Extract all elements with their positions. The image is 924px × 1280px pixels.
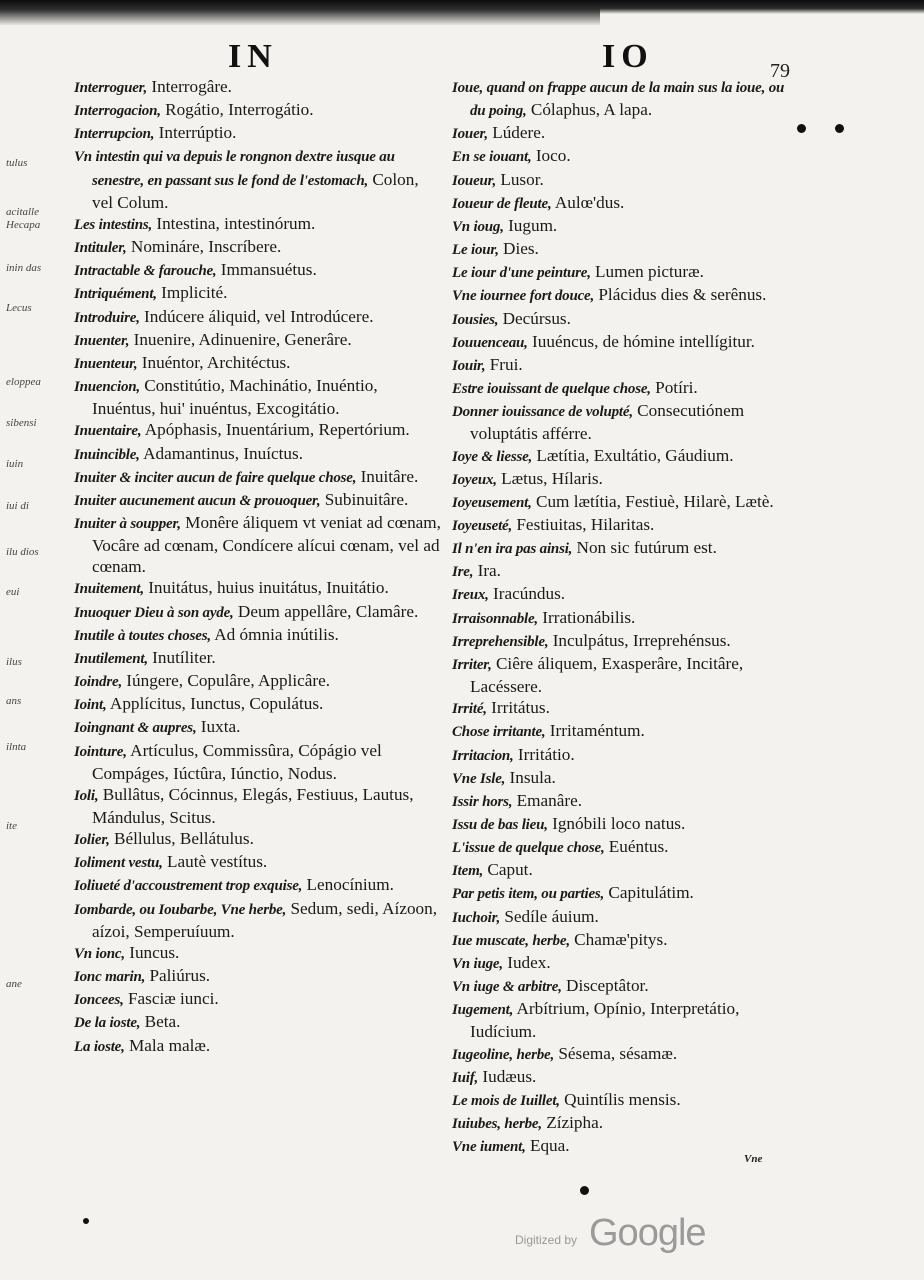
dictionary-entry xyxy=(452,767,792,790)
french-headword: Iugement, xyxy=(452,1002,514,1019)
dictionary-entry xyxy=(74,828,442,851)
latin-equivalent: Consecutiónem voluptátis afférre. xyxy=(470,401,745,444)
digitized-by-label: Digitized by xyxy=(515,1233,578,1247)
french-headword: Inuoquer Dieu à son ayde, xyxy=(74,604,234,621)
french-headword: Ioingnant & aupres, xyxy=(74,720,197,737)
french-headword: Ioli, xyxy=(74,787,99,804)
dictionary-entry xyxy=(74,1011,442,1034)
dictionary-entry xyxy=(74,375,442,419)
page-number: 79 xyxy=(770,60,790,82)
french-headword: Ioyeux, xyxy=(452,471,497,488)
french-headword: Le iour, xyxy=(452,242,499,259)
dictionary-entry xyxy=(452,583,792,606)
dictionary-entry xyxy=(74,624,442,647)
latin-equivalent: Irrationábilis. xyxy=(537,607,636,627)
latin-equivalent: Inuenire, Adinuenire, Generâre. xyxy=(129,329,352,349)
latin-equivalent: Ad ómnia inútilis. xyxy=(210,624,339,644)
french-headword: Ire, xyxy=(452,564,474,581)
dictionary-column-left xyxy=(74,76,442,1058)
latin-equivalent: Chamæ'pitys. xyxy=(569,929,668,949)
margin-note: ilu dios xyxy=(6,546,39,558)
dictionary-entry xyxy=(74,851,442,874)
dictionary-entry xyxy=(74,213,442,236)
french-headword: Ioyeuseté, xyxy=(452,517,513,534)
french-headword: Ireux, xyxy=(452,587,489,604)
latin-equivalent: Cólaphus, A lapa. xyxy=(526,100,653,120)
latin-equivalent: Dies. xyxy=(498,239,539,259)
dictionary-entry xyxy=(452,445,792,468)
french-headword: Il n'en ira pas ainsi, xyxy=(452,541,573,558)
french-headword: Ioue, quand on frappe aucun de la main sus la ioue, ou du poing, xyxy=(452,80,785,120)
catchword: Vne xyxy=(744,1153,763,1165)
french-headword: Ionc marin, xyxy=(74,969,146,986)
french-headword: Vn intestin qui va depuis le rongnon dextre iusque au senestre, en passant sus le fond de l'estomach, xyxy=(74,149,395,189)
latin-equivalent: Caput. xyxy=(483,860,533,880)
french-headword: Inuincible, xyxy=(74,446,140,463)
latin-equivalent: Emanâre. xyxy=(512,790,583,810)
french-headword: Ioyeusement, xyxy=(452,494,532,511)
dictionary-entry xyxy=(74,122,442,145)
french-headword: Issir hors, xyxy=(452,793,513,810)
dictionary-entry xyxy=(452,145,792,168)
dictionary-entry xyxy=(452,630,792,653)
latin-equivalent: Lautè vestítus. xyxy=(162,852,268,872)
dictionary-entry xyxy=(452,192,792,215)
french-headword: Inuiter à soupper, xyxy=(74,515,181,532)
french-headword: Iugeoline, herbe, xyxy=(452,1046,555,1063)
french-headword: Inutilement, xyxy=(74,650,148,667)
french-headword: Iousies, xyxy=(452,311,499,328)
dictionary-entry xyxy=(452,813,792,836)
latin-equivalent: Frui. xyxy=(485,354,523,374)
margin-note: tulus xyxy=(6,157,28,169)
ink-spot xyxy=(580,1186,589,1195)
french-headword: Ioliment vestu, xyxy=(74,855,163,872)
dictionary-entry xyxy=(452,537,792,560)
dictionary-entry xyxy=(74,647,442,670)
french-headword: Par petis item, ou parties, xyxy=(452,886,605,903)
latin-equivalent: Paliúrus. xyxy=(145,966,211,986)
margin-note: iui di xyxy=(6,500,29,512)
dictionary-entry xyxy=(74,670,442,693)
dictionary-entry xyxy=(452,859,792,882)
french-headword: Inuitement, xyxy=(74,581,144,598)
french-headword: Ioueur de fleute, xyxy=(452,195,552,212)
french-headword: Inutile à toutes choses, xyxy=(74,627,211,644)
dictionary-entry xyxy=(74,443,442,466)
dictionary-entry xyxy=(74,898,442,942)
latin-equivalent: Iuxta. xyxy=(196,717,241,737)
dictionary-entry xyxy=(74,99,442,122)
latin-equivalent: Lætus, Hílaris. xyxy=(496,468,603,488)
dictionary-entry xyxy=(74,693,442,716)
dictionary-entry xyxy=(452,882,792,905)
dictionary-entry xyxy=(74,512,442,577)
latin-equivalent: Iugum. xyxy=(503,215,558,235)
dictionary-entry xyxy=(452,468,792,491)
margin-note: iuin xyxy=(6,458,24,470)
latin-equivalent: Iudæus. xyxy=(478,1066,537,1086)
french-headword: Iombarde, ou Ioubarbe, Vne herbe, xyxy=(74,901,287,918)
dictionary-entry xyxy=(452,122,792,145)
latin-equivalent: Rogátio, Interrogátio. xyxy=(160,100,314,120)
latin-equivalent: Equa. xyxy=(525,1136,570,1156)
latin-equivalent: Inuitâre. xyxy=(356,466,419,486)
margin-note: ans xyxy=(6,695,22,707)
french-headword: Inuentaire, xyxy=(74,423,142,440)
dictionary-entry xyxy=(452,215,792,238)
french-headword: Irreprehensible, xyxy=(452,633,549,650)
french-headword: En se iouant, xyxy=(452,149,532,166)
ink-spot xyxy=(83,1218,89,1224)
dictionary-entry xyxy=(452,1089,792,1112)
french-headword: Iouer, xyxy=(452,126,488,143)
dictionary-entry xyxy=(452,653,792,697)
dictionary-entry xyxy=(452,284,792,307)
french-headword: Intituler, xyxy=(74,240,127,257)
latin-equivalent: Colon, vel Colum. xyxy=(92,169,419,212)
french-headword: Ioliueté d'accoustrement trop exquise, xyxy=(74,878,303,895)
dictionary-entry xyxy=(74,466,442,489)
latin-equivalent: Constitútio, Machinátio, Inuéntio, Inuéntus, hui' inuéntus, Excogitátio. xyxy=(92,376,378,419)
dictionary-entry xyxy=(452,76,792,122)
french-headword: Ioncees, xyxy=(74,992,124,1009)
margin-note: ilus xyxy=(6,656,22,668)
latin-equivalent: Applícitus, Iunctus, Copulátus. xyxy=(106,694,324,714)
latin-equivalent: Implicité. xyxy=(156,283,228,303)
french-headword: Estre iouissant de quelque chose, xyxy=(452,381,651,398)
dictionary-entry xyxy=(452,697,792,720)
french-headword: Iuchoir, xyxy=(452,909,501,926)
latin-equivalent: Ira. xyxy=(473,561,501,581)
dictionary-entry xyxy=(452,261,792,284)
french-headword: Iouuenceau, xyxy=(452,334,528,351)
french-headword: Vn iuge & arbitre, xyxy=(452,979,562,996)
dictionary-entry xyxy=(452,331,792,354)
dictionary-entry xyxy=(74,306,442,329)
dictionary-entry xyxy=(74,577,442,600)
french-headword: Irrité, xyxy=(452,701,487,718)
french-headword: Iuiubes, herbe, xyxy=(452,1116,542,1133)
dictionary-entry xyxy=(452,238,792,261)
latin-equivalent: Lumen picturæ. xyxy=(590,262,704,282)
french-headword: Ioindre, xyxy=(74,674,122,691)
margin-note: acitalle xyxy=(6,206,39,218)
margin-note: eui xyxy=(6,586,20,598)
french-headword: Iolier, xyxy=(74,832,110,849)
latin-equivalent: Festiuitas, Hilaritas. xyxy=(512,514,655,534)
latin-equivalent: Iuuéncus, de hómine intellígitur. xyxy=(527,331,755,351)
french-headword: Chose irritante, xyxy=(452,724,546,741)
dictionary-entry xyxy=(452,354,792,377)
latin-equivalent: Non sic futúrum est. xyxy=(572,538,717,558)
french-headword: Inuenter, xyxy=(74,332,130,349)
french-headword: Introduire, xyxy=(74,309,140,326)
dictionary-entry xyxy=(452,377,792,400)
latin-equivalent: Ciêre áliquem, Exasperâre, Incitâre, Lacéssere. xyxy=(470,653,744,697)
latin-equivalent: Mala malæ. xyxy=(124,1035,211,1055)
latin-equivalent: Artículus, Commissûra, Cópágio vel Compáges, Iúctûra, Iúnctio, Nodus. xyxy=(92,740,382,783)
french-headword: Irriter, xyxy=(452,656,492,673)
dictionary-entry xyxy=(452,1043,792,1066)
dictionary-entry xyxy=(74,988,442,1011)
latin-equivalent: Lusor. xyxy=(496,169,544,189)
dictionary-entry xyxy=(452,790,792,813)
french-headword: Vn ioug, xyxy=(452,218,504,235)
latin-equivalent: Apóphasis, Inuentárium, Repertórium. xyxy=(141,420,410,440)
latin-equivalent: Lenocínium. xyxy=(302,875,394,895)
latin-equivalent: Interrogâre. xyxy=(147,77,232,96)
french-headword: Intractable & farouche, xyxy=(74,263,217,280)
latin-equivalent: Irritátus. xyxy=(486,698,550,718)
google-watermark: Google xyxy=(589,1212,706,1254)
latin-equivalent: Subinuitâre. xyxy=(320,489,409,509)
ink-spot xyxy=(797,124,806,133)
latin-equivalent: Ignóbili loco natus. xyxy=(547,814,686,833)
french-headword: Iue muscate, herbe, xyxy=(452,932,570,949)
dictionary-entry xyxy=(452,906,792,929)
french-headword: Iuif, xyxy=(452,1069,479,1086)
latin-equivalent: Iracúndus. xyxy=(488,584,566,604)
french-headword: Iouir, xyxy=(452,357,486,374)
french-headword: Le iour d'une peinture, xyxy=(452,265,591,282)
latin-equivalent: Sedíle áuium. xyxy=(500,906,599,926)
latin-equivalent: Inculpátus, Irreprehénsus. xyxy=(548,630,731,650)
latin-equivalent: Indúcere áliquid, vel Introdúcere. xyxy=(139,306,374,326)
french-headword: Issu de bas lieu, xyxy=(452,817,548,833)
dictionary-entry xyxy=(74,601,442,624)
french-headword: Interroguer, xyxy=(74,80,148,96)
latin-equivalent: Irritaméntum. xyxy=(545,721,645,741)
latin-equivalent: Aulœ'dus. xyxy=(551,192,625,212)
dictionary-entry xyxy=(452,169,792,192)
latin-equivalent: Zízipha. xyxy=(541,1113,604,1133)
dictionary-entry xyxy=(74,740,442,784)
latin-equivalent: Inutíliter. xyxy=(147,647,216,667)
dictionary-entry xyxy=(452,400,792,444)
latin-equivalent: Ioco. xyxy=(531,146,571,166)
latin-equivalent: Deum appellâre, Clamâre. xyxy=(233,601,419,621)
french-headword: Intriquément, xyxy=(74,286,157,303)
dictionary-entry xyxy=(452,975,792,998)
page-top-edge xyxy=(0,0,924,14)
french-headword: Interrogacion, xyxy=(74,103,161,120)
running-head-left: IN xyxy=(228,38,278,75)
dictionary-entry xyxy=(452,720,792,743)
latin-equivalent: Adamantinus, Inuíctus. xyxy=(139,443,303,463)
french-headword: De la ioste, xyxy=(74,1015,141,1032)
margin-note: ane xyxy=(6,978,22,990)
dictionary-entry xyxy=(452,998,792,1042)
latin-equivalent: Decúrsus. xyxy=(498,308,571,328)
latin-equivalent: Insula. xyxy=(505,767,556,787)
dictionary-entry xyxy=(452,836,792,859)
dictionary-entry xyxy=(74,942,442,965)
dictionary-entry xyxy=(74,145,442,212)
french-headword: Les intestins, xyxy=(74,216,153,233)
dictionary-entry xyxy=(74,419,442,442)
dictionary-entry xyxy=(452,560,792,583)
margin-note: ilnta xyxy=(6,741,27,753)
french-headword: L'issue de quelque chose, xyxy=(452,840,605,857)
latin-equivalent: Nomináre, Inscríbere. xyxy=(126,237,282,257)
french-headword: Irraisonnable, xyxy=(452,610,538,627)
dictionary-entry xyxy=(452,607,792,630)
latin-equivalent: Disceptâtor. xyxy=(561,976,649,996)
dictionary-entry xyxy=(74,352,442,375)
french-headword: Irritacion, xyxy=(452,747,514,764)
dictionary-entry xyxy=(74,282,442,305)
latin-equivalent: Cum lætítia, Festiuè, Hilarè, Lætè. xyxy=(531,491,774,511)
dictionary-entry xyxy=(74,329,442,352)
latin-equivalent: Intestina, intestinórum. xyxy=(152,213,316,233)
latin-equivalent: Iúngere, Copulâre, Applicâre. xyxy=(122,671,331,691)
margin-note: Lecus xyxy=(6,302,32,314)
french-headword: La ioste, xyxy=(74,1038,125,1055)
french-headword: Inuenteur, xyxy=(74,355,138,372)
dictionary-entry xyxy=(452,744,792,767)
dictionary-column-right xyxy=(452,76,792,1158)
french-headword: Ioint, xyxy=(74,697,107,714)
dictionary-entry xyxy=(452,514,792,537)
latin-equivalent: Euéntus. xyxy=(604,837,669,857)
latin-equivalent: Monêre áliquem vt veniat ad cœnam, Vocâre ad cœnam, Condícere alícui cœnam, vel ad cœnam. xyxy=(92,512,441,577)
french-headword: Iointure, xyxy=(74,743,127,760)
french-headword: Ioueur, xyxy=(452,172,497,189)
margin-note: Hecapa xyxy=(6,219,41,231)
dictionary-entry xyxy=(452,1135,792,1158)
dictionary-entry xyxy=(452,952,792,975)
dictionary-entry xyxy=(74,965,442,988)
latin-equivalent: Plácidus dies & serênus. xyxy=(594,285,767,305)
latin-equivalent: Inuéntor, Architéctus. xyxy=(137,352,291,372)
french-headword: Inuiter aucunement aucun & prouoquer, xyxy=(74,492,321,509)
latin-equivalent: Quintílis mensis. xyxy=(559,1089,681,1109)
latin-equivalent: Bullâtus, Cócinnus, Elegás, Festiuus, Lautus, Mándulus, Scitus. xyxy=(92,784,414,827)
dictionary-entry xyxy=(74,76,442,99)
french-headword: Vne iournee fort douce, xyxy=(452,288,595,305)
latin-equivalent: Iuncus. xyxy=(124,942,180,962)
latin-equivalent: Irritátio. xyxy=(513,744,575,764)
dictionary-entry xyxy=(74,1035,442,1058)
latin-equivalent: Arbítrium, Opínio, Interpretátio, Iudícium. xyxy=(470,999,740,1042)
margin-note: sibensi xyxy=(6,417,37,429)
dictionary-entry xyxy=(74,259,442,282)
french-headword: Inuencion, xyxy=(74,379,140,396)
margin-note: inin das xyxy=(6,262,42,274)
french-headword: Le mois de Iuillet, xyxy=(452,1092,560,1109)
dictionary-entry xyxy=(74,784,442,828)
dictionary-entry xyxy=(452,308,792,331)
latin-equivalent: Interrúptio. xyxy=(154,123,237,143)
french-headword: Vn iuge, xyxy=(452,955,503,972)
latin-equivalent: Fasciæ iunci. xyxy=(123,989,219,1009)
dictionary-entry xyxy=(452,929,792,952)
latin-equivalent: Lætítia, Exultátio, Gáudium. xyxy=(532,445,734,465)
latin-equivalent: Potíri. xyxy=(650,378,698,398)
latin-equivalent: Sedum, sedi, Aízoon, aízoi, Semperuíuum. xyxy=(92,898,438,941)
dictionary-entry xyxy=(74,489,442,512)
margin-note: eloppea xyxy=(6,376,41,388)
latin-equivalent: Sésema, sésamæ. xyxy=(554,1043,678,1063)
french-headword: Vne Isle, xyxy=(452,770,506,787)
latin-equivalent: Immansuétus. xyxy=(216,260,317,280)
dictionary-entry xyxy=(74,716,442,739)
french-headword: Ioye & liesse, xyxy=(452,448,533,465)
french-headword: Inuiter & inciter aucun de faire quelque chose, xyxy=(74,469,357,486)
dictionary-entry xyxy=(74,236,442,259)
french-headword: Item, xyxy=(452,863,484,880)
french-headword: Vn ionc, xyxy=(74,945,125,962)
french-headword: Interrupcion, xyxy=(74,126,155,143)
latin-equivalent: Beta. xyxy=(140,1012,181,1032)
dictionary-entry xyxy=(452,1066,792,1089)
latin-equivalent: Iudex. xyxy=(502,952,551,972)
latin-equivalent: Capitulátim. xyxy=(604,883,694,903)
running-head-right: IO xyxy=(602,38,654,75)
margin-note: ite xyxy=(6,820,17,832)
latin-equivalent: Lúdere. xyxy=(487,123,546,143)
ink-spot xyxy=(835,124,844,133)
french-headword: Donner iouissance de volupté, xyxy=(452,404,633,421)
latin-equivalent: Béllulus, Bellátulus. xyxy=(109,829,254,849)
dictionary-entry xyxy=(452,1112,792,1135)
dictionary-entry xyxy=(74,874,442,897)
latin-equivalent: Inuitátus, huius inuitátus, Inuitátio. xyxy=(143,578,389,598)
dictionary-entry xyxy=(452,491,792,514)
french-headword: Vne iument, xyxy=(452,1139,526,1156)
